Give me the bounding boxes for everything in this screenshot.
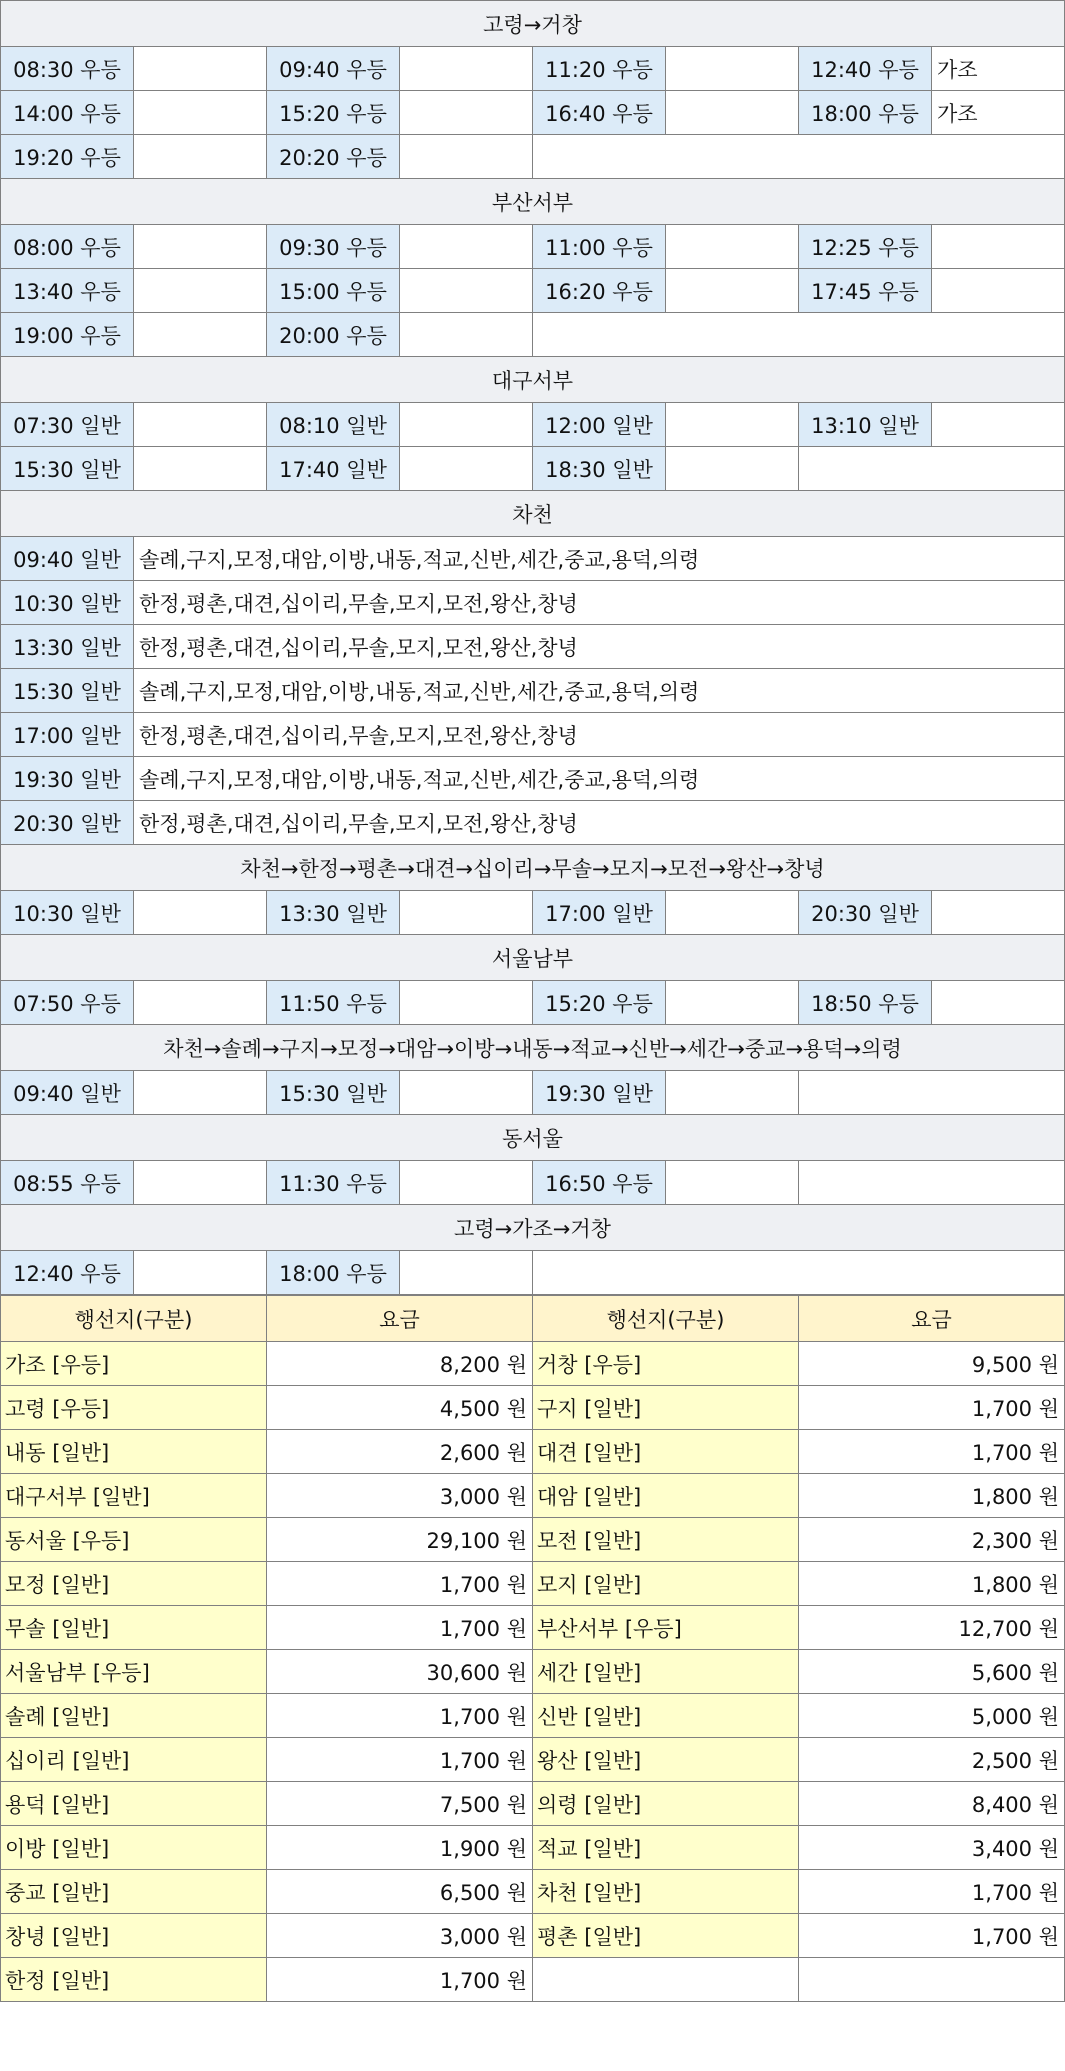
- fare-price: 4,500 원: [267, 1386, 533, 1430]
- fare-destination: 모전 [일반]: [533, 1518, 799, 1562]
- empty-cell: [799, 1958, 1065, 2002]
- fare-row: [1, 1914, 1065, 1958]
- fare-price: 2,600 원: [267, 1430, 533, 1474]
- departure-time: 17:45 우등: [799, 269, 932, 313]
- fare-price: 2,500 원: [799, 1738, 1065, 1782]
- fare-destination: 신반 [일반]: [533, 1694, 799, 1738]
- route-row: [1, 581, 1065, 625]
- departure-time: 09:40 일반: [1, 1071, 134, 1115]
- departure-time: 18:00 우등: [267, 1251, 400, 1295]
- route-stops: 솔례,구지,모정,대암,이방,내동,적교,신반,세간,중교,용덕,의령: [134, 537, 1065, 581]
- fare-header-destination: 행선지(구분): [533, 1296, 799, 1342]
- fare-row: [1, 1474, 1065, 1518]
- departure-time: 18:00 우등: [799, 91, 932, 135]
- fare-price: 1,700 원: [799, 1430, 1065, 1474]
- departure-note: [400, 269, 533, 313]
- fare-price: 29,100 원: [267, 1518, 533, 1562]
- departure-time: 09:40 일반: [1, 537, 134, 581]
- departure-time: 16:20 우등: [533, 269, 666, 313]
- fare-table: [0, 1295, 1065, 2002]
- departure-note: [666, 1071, 799, 1115]
- departure-note: [400, 447, 533, 491]
- departure-time: 16:50 우등: [533, 1161, 666, 1205]
- departure-time: 16:40 우등: [533, 91, 666, 135]
- fare-destination: 서울남부 [우등]: [1, 1650, 267, 1694]
- departure-note: [400, 403, 533, 447]
- fare-destination: 평촌 [일반]: [533, 1914, 799, 1958]
- fare-row: [1, 1738, 1065, 1782]
- departure-note: [932, 403, 1065, 447]
- departure-row: [1, 447, 1065, 491]
- empty-cell: [533, 1251, 1065, 1295]
- departure-time: 11:20 우등: [533, 47, 666, 91]
- fare-header-price: 요금: [799, 1296, 1065, 1342]
- fare-destination: 대구서부 [일반]: [1, 1474, 267, 1518]
- departure-note: [932, 225, 1065, 269]
- departure-row: [1, 981, 1065, 1025]
- departure-row: [1, 135, 1065, 179]
- section-title: 서울남부: [1, 935, 1065, 981]
- departure-note: [666, 403, 799, 447]
- fare-price: 1,800 원: [799, 1562, 1065, 1606]
- departure-row: [1, 269, 1065, 313]
- departure-time: 12:40 우등: [1, 1251, 134, 1295]
- departure-time: 15:00 우등: [267, 269, 400, 313]
- departure-row: [1, 1161, 1065, 1205]
- departure-note: [134, 135, 267, 179]
- departure-time: 11:30 우등: [267, 1161, 400, 1205]
- departure-note: [932, 891, 1065, 935]
- fare-row: [1, 1870, 1065, 1914]
- section-header-row: [1, 1205, 1065, 1251]
- departure-time: 08:00 우등: [1, 225, 134, 269]
- section-header-row: [1, 491, 1065, 537]
- departure-note: [400, 1161, 533, 1205]
- fare-destination: 대암 [일반]: [533, 1474, 799, 1518]
- fare-destination: 구지 [일반]: [533, 1386, 799, 1430]
- fare-price: 1,700 원: [267, 1738, 533, 1782]
- route-stops: 솔례,구지,모정,대암,이방,내동,적교,신반,세간,중교,용덕,의령: [134, 669, 1065, 713]
- fare-price: 8,400 원: [799, 1782, 1065, 1826]
- fare-row: [1, 1386, 1065, 1430]
- fare-price: 12,700 원: [799, 1606, 1065, 1650]
- departure-time: 14:00 우등: [1, 91, 134, 135]
- fare-destination: 적교 [일반]: [533, 1826, 799, 1870]
- departure-time: 12:00 일반: [533, 403, 666, 447]
- route-row: [1, 625, 1065, 669]
- fare-row: [1, 1342, 1065, 1386]
- departure-note: [134, 225, 267, 269]
- section-title: 동서울: [1, 1115, 1065, 1161]
- fare-header-price: 요금: [267, 1296, 533, 1342]
- fare-price: 1,700 원: [267, 1606, 533, 1650]
- fare-row: [1, 1958, 1065, 2002]
- departure-note: [134, 1071, 267, 1115]
- section-header-row: [1, 935, 1065, 981]
- departure-note: [400, 91, 533, 135]
- departure-time: 19:30 일반: [533, 1071, 666, 1115]
- departure-row: [1, 891, 1065, 935]
- fare-destination: 무솔 [일반]: [1, 1606, 267, 1650]
- departure-note: [134, 1161, 267, 1205]
- departure-note: [400, 313, 533, 357]
- route-stops: 한정,평촌,대견,십이리,무솔,모지,모전,왕산,창녕: [134, 581, 1065, 625]
- departure-time: 17:40 일반: [267, 447, 400, 491]
- route-stops: 한정,평촌,대견,십이리,무솔,모지,모전,왕산,창녕: [134, 625, 1065, 669]
- fare-row: [1, 1606, 1065, 1650]
- departure-time: 15:30 일반: [267, 1071, 400, 1115]
- departure-note: [400, 981, 533, 1025]
- departure-time: 12:25 우등: [799, 225, 932, 269]
- fare-row: [1, 1518, 1065, 1562]
- fare-destination: 세간 [일반]: [533, 1650, 799, 1694]
- fare-row: [1, 1826, 1065, 1870]
- fare-price: 1,700 원: [267, 1958, 533, 2002]
- fare-price: 1,900 원: [267, 1826, 533, 1870]
- departure-row: [1, 403, 1065, 447]
- fare-destination: 가조 [우등]: [1, 1342, 267, 1386]
- departure-time: 20:30 일반: [799, 891, 932, 935]
- departure-time: 07:30 일반: [1, 403, 134, 447]
- fare-destination: 왕산 [일반]: [533, 1738, 799, 1782]
- section-header-row: [1, 1115, 1065, 1161]
- departure-time: 08:55 우등: [1, 1161, 134, 1205]
- empty-cell: [799, 1071, 1065, 1115]
- departure-note: [134, 1251, 267, 1295]
- fare-price: 1,700 원: [267, 1694, 533, 1738]
- section-header-row: [1, 1025, 1065, 1071]
- fare-destination: 대견 [일반]: [533, 1430, 799, 1474]
- departure-note: [666, 47, 799, 91]
- fare-price: 5,600 원: [799, 1650, 1065, 1694]
- section-title: 대구서부: [1, 357, 1065, 403]
- departure-time: 13:30 일반: [267, 891, 400, 935]
- departure-time: 08:10 일반: [267, 403, 400, 447]
- fare-destination: 십이리 [일반]: [1, 1738, 267, 1782]
- section-title: 고령→가조→거창: [1, 1205, 1065, 1251]
- departure-time: 20:30 일반: [1, 801, 134, 845]
- departure-row: [1, 225, 1065, 269]
- departure-time: 10:30 일반: [1, 891, 134, 935]
- fare-destination: 부산서부 [우등]: [533, 1606, 799, 1650]
- departure-note: [400, 135, 533, 179]
- section-title: 차천→한정→평촌→대견→십이리→무솔→모지→모전→왕산→창녕: [1, 845, 1065, 891]
- departure-time: 13:40 우등: [1, 269, 134, 313]
- departure-time: 17:00 일반: [533, 891, 666, 935]
- departure-note: [666, 225, 799, 269]
- fare-price: 7,500 원: [267, 1782, 533, 1826]
- departure-note: [932, 981, 1065, 1025]
- fare-price: 1,800 원: [799, 1474, 1065, 1518]
- departure-note: [134, 403, 267, 447]
- empty-cell: [533, 313, 1065, 357]
- fare-row: [1, 1430, 1065, 1474]
- departure-note: [932, 269, 1065, 313]
- departure-row: [1, 1071, 1065, 1115]
- route-row: [1, 713, 1065, 757]
- departure-note: [400, 47, 533, 91]
- fare-price: 2,300 원: [799, 1518, 1065, 1562]
- fare-header-destination: 행선지(구분): [1, 1296, 267, 1342]
- departure-time: 15:30 일반: [1, 447, 134, 491]
- departure-note: [134, 981, 267, 1025]
- fare-destination: 의령 [일반]: [533, 1782, 799, 1826]
- fare-destination: 거창 [우등]: [533, 1342, 799, 1386]
- section-header-row: [1, 1, 1065, 47]
- departure-time: 19:20 우등: [1, 135, 134, 179]
- fare-price: 6,500 원: [267, 1870, 533, 1914]
- departure-note: [666, 91, 799, 135]
- fare-price: 1,700 원: [799, 1386, 1065, 1430]
- departure-time: 09:30 우등: [267, 225, 400, 269]
- departure-time: 18:50 우등: [799, 981, 932, 1025]
- departure-note: [134, 47, 267, 91]
- route-stops: 한정,평촌,대견,십이리,무솔,모지,모전,왕산,창녕: [134, 801, 1065, 845]
- departure-note: [134, 313, 267, 357]
- departure-row: [1, 1251, 1065, 1295]
- fare-header-row: [1, 1296, 1065, 1342]
- departure-time: 20:00 우등: [267, 313, 400, 357]
- departure-row: [1, 313, 1065, 357]
- fare-price: 3,000 원: [267, 1474, 533, 1518]
- empty-cell: [533, 135, 1065, 179]
- fare-destination: 차천 [일반]: [533, 1870, 799, 1914]
- fare-destination: 한정 [일반]: [1, 1958, 267, 2002]
- fare-destination: 창녕 [일반]: [1, 1914, 267, 1958]
- departure-note: [400, 225, 533, 269]
- section-header-row: [1, 357, 1065, 403]
- departure-note: [134, 447, 267, 491]
- route-row: [1, 757, 1065, 801]
- empty-cell: [799, 447, 1065, 491]
- departure-time: 17:00 일반: [1, 713, 134, 757]
- departure-time: 11:00 우등: [533, 225, 666, 269]
- departure-note: 가조: [932, 47, 1065, 91]
- fare-destination: 솔례 [일반]: [1, 1694, 267, 1738]
- departure-row: [1, 47, 1065, 91]
- section-title: 부산서부: [1, 179, 1065, 225]
- fare-destination: 동서울 [우등]: [1, 1518, 267, 1562]
- departure-time: 19:00 우등: [1, 313, 134, 357]
- route-stops: 솔례,구지,모정,대암,이방,내동,적교,신반,세간,중교,용덕,의령: [134, 757, 1065, 801]
- fare-price: 3,400 원: [799, 1826, 1065, 1870]
- route-row: [1, 669, 1065, 713]
- fare-price: 5,000 원: [799, 1694, 1065, 1738]
- departure-time: 13:10 일반: [799, 403, 932, 447]
- departure-time: 18:30 일반: [533, 447, 666, 491]
- section-title: 차천: [1, 491, 1065, 537]
- route-row: [1, 537, 1065, 581]
- departure-time: 13:30 일반: [1, 625, 134, 669]
- section-title: 고령→거창: [1, 1, 1065, 47]
- departure-time: 10:30 일반: [1, 581, 134, 625]
- departure-time: 08:30 우등: [1, 47, 134, 91]
- departure-time: 11:50 우등: [267, 981, 400, 1025]
- departure-note: [666, 1161, 799, 1205]
- fare-row: [1, 1650, 1065, 1694]
- departure-note: [666, 981, 799, 1025]
- departure-note: [134, 91, 267, 135]
- departure-time: 19:30 일반: [1, 757, 134, 801]
- departure-note: [400, 1251, 533, 1295]
- departure-note: [134, 269, 267, 313]
- fare-price: 1,700 원: [267, 1562, 533, 1606]
- fare-row: [1, 1562, 1065, 1606]
- fare-destination: 고령 [우등]: [1, 1386, 267, 1430]
- departure-note: [400, 1071, 533, 1115]
- departure-note: [666, 269, 799, 313]
- departure-time: 15:20 우등: [533, 981, 666, 1025]
- section-title: 차천→솔례→구지→모정→대암→이방→내동→적교→신반→세간→중교→용덕→의령: [1, 1025, 1065, 1071]
- fare-destination: 중교 [일반]: [1, 1870, 267, 1914]
- departure-note: [134, 891, 267, 935]
- section-header-row: [1, 845, 1065, 891]
- fare-price: 30,600 원: [267, 1650, 533, 1694]
- route-stops: 한정,평촌,대견,십이리,무솔,모지,모전,왕산,창녕: [134, 713, 1065, 757]
- departure-note: [666, 447, 799, 491]
- fare-destination: 모지 [일반]: [533, 1562, 799, 1606]
- fare-destination: 모정 [일반]: [1, 1562, 267, 1606]
- fare-price: 3,000 원: [267, 1914, 533, 1958]
- departure-time: 15:30 일반: [1, 669, 134, 713]
- empty-cell: [799, 1161, 1065, 1205]
- empty-cell: [533, 1958, 799, 2002]
- fare-price: 1,700 원: [799, 1914, 1065, 1958]
- fare-row: [1, 1694, 1065, 1738]
- fare-row: [1, 1782, 1065, 1826]
- fare-price: 1,700 원: [799, 1870, 1065, 1914]
- fare-price: 9,500 원: [799, 1342, 1065, 1386]
- departure-time: 07:50 우등: [1, 981, 134, 1025]
- route-row: [1, 801, 1065, 845]
- fare-destination: 이방 [일반]: [1, 1826, 267, 1870]
- section-header-row: [1, 179, 1065, 225]
- departure-note: [400, 891, 533, 935]
- departure-time: 12:40 우등: [799, 47, 932, 91]
- departure-note: [666, 891, 799, 935]
- departure-time: 20:20 우등: [267, 135, 400, 179]
- departure-note: 가조: [932, 91, 1065, 135]
- departure-time: 15:20 우등: [267, 91, 400, 135]
- departure-time: 09:40 우등: [267, 47, 400, 91]
- fare-destination: 용덕 [일반]: [1, 1782, 267, 1826]
- departure-row: [1, 91, 1065, 135]
- fare-destination: 내동 [일반]: [1, 1430, 267, 1474]
- fare-price: 8,200 원: [267, 1342, 533, 1386]
